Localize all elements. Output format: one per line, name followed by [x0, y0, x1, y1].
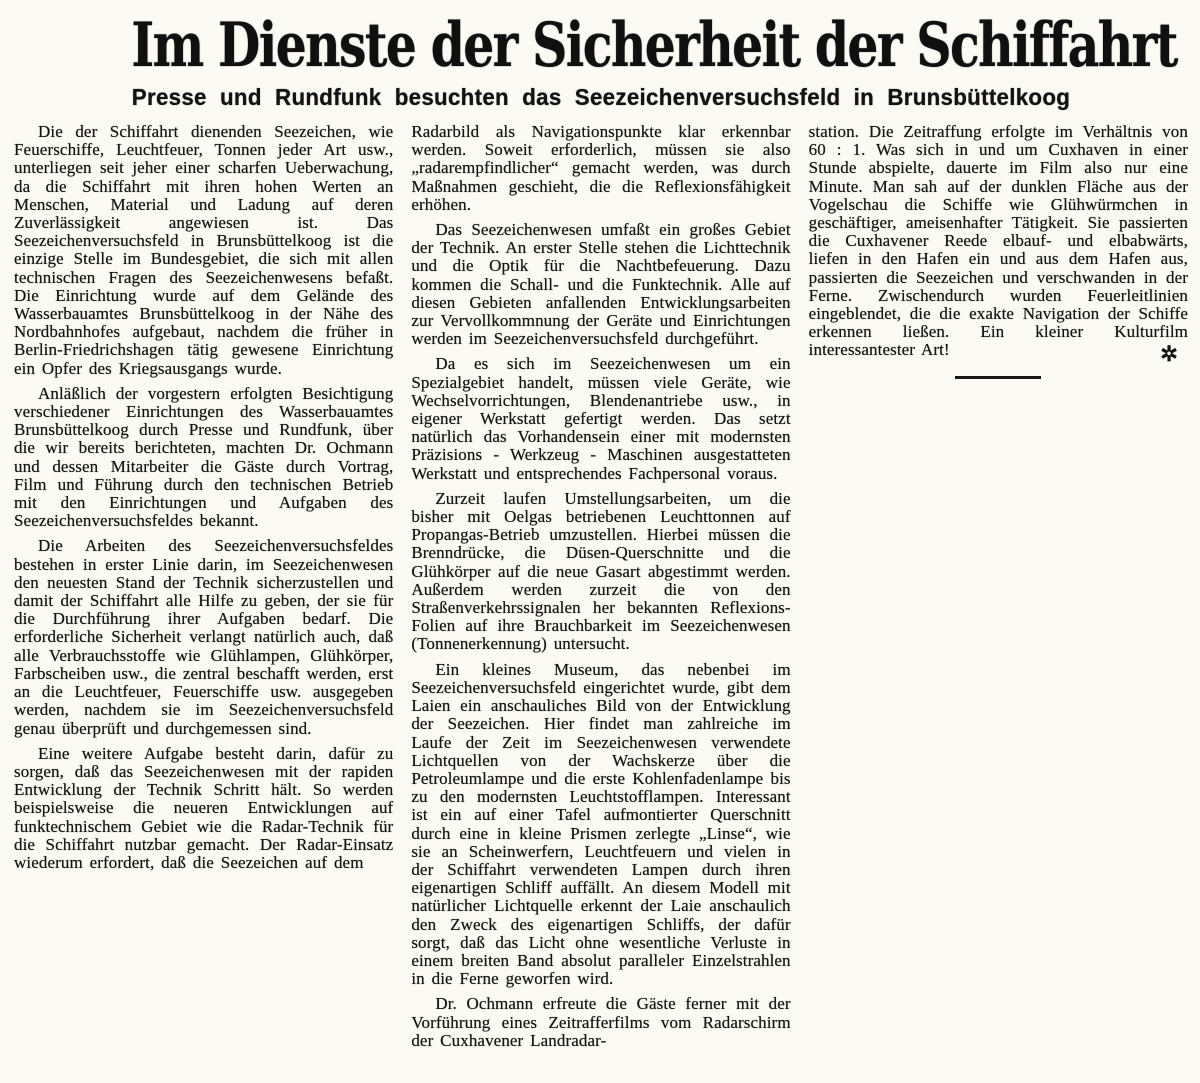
- column-2: [411, 123, 790, 1057]
- end-of-article-star-icon: ✲: [1160, 341, 1178, 366]
- paragraph: Ein kleines Museum, das nebenbei im Seezeichenversuchsfeld eingerichtet wurde, gibt dem Laien ein anschauliches Bild von der Entwicklung der Seezeichen. Hier findet man zahlreiche im Laufe der Zeit im Seezeichenwesen verwendete Lichtquellen von der Wachskerze über die Petroleumlampe und die erste Kohlenfadenlampe bis zu den modernsten Leuchtstofflampen. Interessant ist ein auf einer Tafel aufmontierter Querschnitt durch eine in kleine Prismen zerlegte „Linse“, wie sie an Scheinwerfern, Leuchtfeuern und vielen in der Schiffahrt verwendeten Lampen durch ihren eigenartigen Schliff auffällt. An diesem Modell mit natürlicher Lichtquelle erkennt der Laie anschaulich den Zweck des eigenartigen Schliffs, der dafür sorgt, daß das Licht ohne wesentliche Verluste in einem breiten Band absolut paralleler Einzelstrahlen in die Ferne geworfen wird.: [411, 659, 791, 989]
- paragraph: Zurzeit laufen Umstellungsarbeiten, um die bisher mit Oelgas betriebenen Leuchttonnen auf Propangas-Betrieb umzustellen. Hierbei müssen die Brenndrücke, die Düsen-Querschnitte und die Glühkörper auf die neue Gasart abgestimmt werden. Außerdem werden zurzeit die von den Straßenverkehrssignalen her bekannten Reflexions-Folien auf ihre Brauchbarkeit im Seezeichenwesen (Tonnenerkennung) untersucht.: [411, 488, 791, 654]
- paragraph: Eine weitere Aufgabe besteht darin, dafür zu sorgen, daß das Seezeichenwesen mit der rapiden Entwicklung der Technik Schritt hält. So werden beispielsweise die neueren Entwicklungen auf funktechnischem Gebiet wie die Radar-Technik für die Schiffahrt nutzbar gemacht. Der Radar-Einsatz wiederum erfordert, daß die Seezeichen auf dem: [14, 743, 394, 872]
- article-subheadline: Presse und Rundfunk besuchten das Seezeichenversuchsfeld in Brunsbüttelkoog: [131, 84, 1071, 110]
- paragraph: Die Arbeiten des Seezeichenversuchsfeldes bestehen in erster Linie darin, im Seezeichenwesen den neuesten Stand der Technik sicherzustellen und damit der Schiffahrt alle Hilfe zu geben, der sie für die Durchführung ihrer Aufgaben bedarf. Die erforderliche Sicherheit verlangt natürlich auch, daß alle Verbrauchsstoffe wie Glühlampen, Glühkörper, Farbscheiben usw., die zentral beschafft werden, erst an die Leuchtfeuer, Feuerschiffe usw. ausgegeben werden, nachdem sie im Seezeichenversuchsfeld genau überprüft und durchgemessen sind.: [14, 536, 394, 738]
- column-3: [809, 123, 1188, 379]
- column-1: [14, 123, 393, 879]
- paragraph-text: station. Die Zeitraffung erfolgte im Verhältnis von 60 : 1. Was sich in und um Cuxhaven in einer Stunde abspielte, dauerte im Film also nur eine Minute. Man sah auf der dunklen Fläche aus der Vogelschau die Schiffe wie Glühwürmchen in geschäftiger, ameisenhafter Tätigkeit. Sie passierten die Cuxhavener Reede elbauf- und elbabwärts, liefen in den Hafen ein und aus dem Hafen aus, passierten die Seezeichen und verschwanden in der Ferne. Zwischendurch wurden Feuerleitlinien eingeblendet, die die exakte Navigation der Schiffe erkennen ließen. Ein kleiner Kulturfilm interessantester Art!: [808, 122, 1188, 360]
- paragraph: [808, 122, 1188, 366]
- article-columns: [14, 123, 1188, 1057]
- paragraph: Dr. Ochmann erfreute die Gäste ferner mit der Vorführung eines Zeitrafferfilms vom Radarschirm der Cuxhavener Landradar-: [411, 994, 791, 1050]
- article-headline: Im Dienste der Sicherheit der Schiffahrt: [131, 10, 1177, 81]
- paragraph: Da es sich im Seezeichenwesen um ein Spezialgebiet handelt, müssen viele Geräte, wie Wechselvorrichtungen, Blendenantriebe usw., in eigener Werkstatt gefertigt werden. Das setzt natürlich das Vorhandensein einer mit modernsten Präzisions - Werkzeug - Maschinen ausgestatteten Werkstatt und entsprechendes Fachpersonal voraus.: [411, 354, 791, 483]
- paragraph: Radarbild als Navigationspunkte klar erkennbar werden. Soweit erforderlich, müssen sie also „radarempfindlicher“ gemacht werden, was durch Maßnahmen geschieht, die die Reflexionsfähigkeit erhöhen.: [411, 122, 791, 214]
- paragraph: Das Seezeichenwesen umfaßt ein großes Gebiet der Technik. An erster Stelle stehen die Lichttechnik und die Optik für die Nachtbefeuerung. Dazu kommen die Schall- und die Funktechnik. Alle auf diesen Gebieten anfallenden Entwicklungsarbeiten zur Vervollkommnung der Geräte und Einrichtungen werden im Seezeichenversuchsfeld durchgeführt.: [411, 220, 791, 349]
- paragraph: Anläßlich der vorgestern erfolgten Besichtigung verschiedener Einrichtungen des Wasserbauamtes Brunsbüttelkoog durch Presse und Rundfunk, über die wir bereits berichteten, machten Dr. Ochmann und dessen Mitarbeiter die Gäste durch Vortrag, Film und Führung durch den technischen Betrieb mit den Einrichtungen und Aufgaben des Seezeichenversuchsfeldes bekannt.: [14, 383, 394, 531]
- paragraph: Die der Schiffahrt dienenden Seezeichen, wie Feuerschiffe, Leuchtfeuer, Tonnen jeder Art usw., unterliegen seit jeher einer scharfen Ueberwachung, da die Schiffahrt mit ihren hohen Werten an Menschen, Material und Ladung auf deren Zuverlässigkeit angewiesen ist. Das Seezeichenversuchsfeld in Brunsbüttelkoog ist die einzige Stelle im Bundesgebiet, die sich mit allen technischen Fragen des Seezeichenwesens befaßt. Die Einrichtung wurde auf dem Gelände des Wasserbauamtes Brunsbüttelkoog in der Nähe des Nordbahnhofes aufgebaut, nachdem die früher in Berlin-Friedrichshagen tätig gewesene Einrichtung ein Opfer des Kriegsausgangs wurde.: [14, 122, 394, 378]
- end-rule-divider: [955, 376, 1041, 379]
